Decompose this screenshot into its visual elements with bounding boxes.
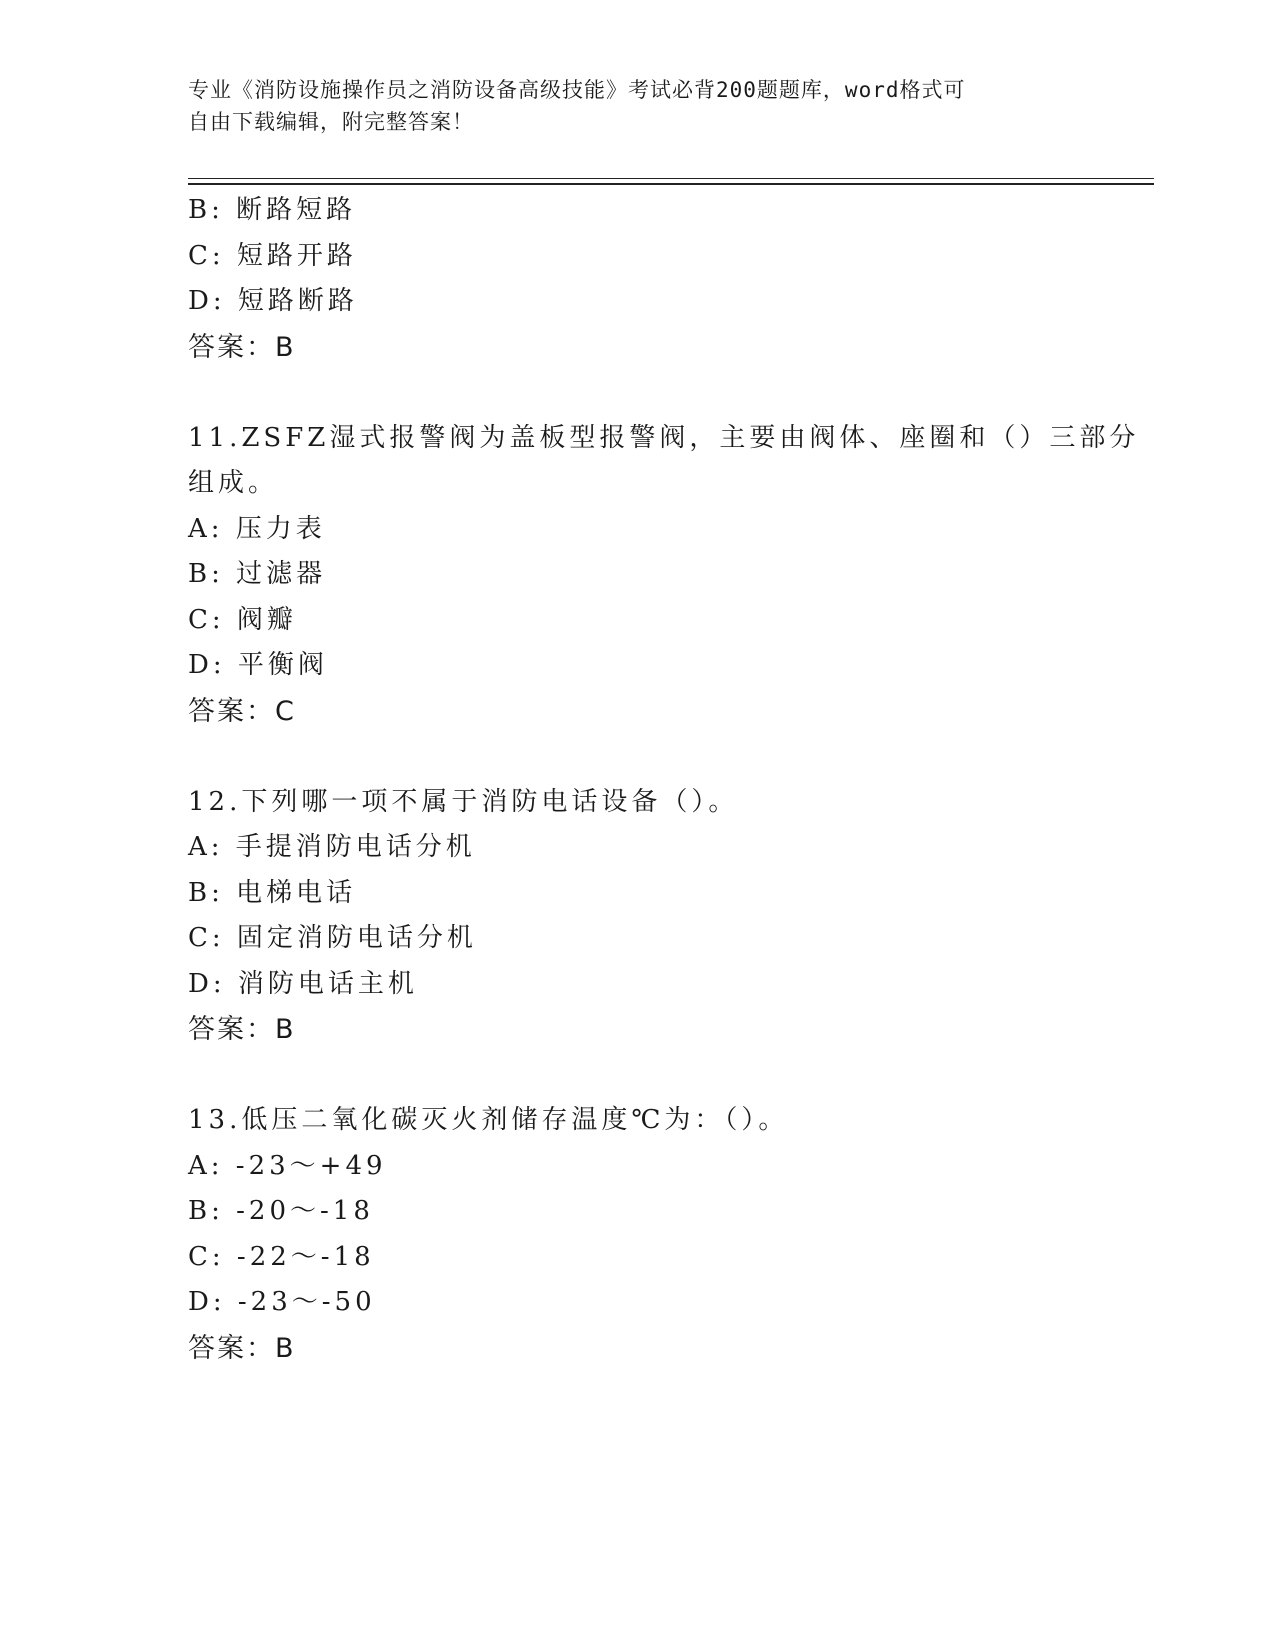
header-divider-thin	[188, 178, 1154, 179]
document-header	[188, 74, 1088, 138]
question-12	[188, 780, 1148, 1053]
answer-line: 答案：B	[188, 1332, 296, 1364]
header-divider-thick	[188, 183, 1154, 185]
option-a: A: -23～+49	[188, 1150, 387, 1181]
option-d: D: 短路断路	[188, 286, 358, 316]
option-b: B: 断路短路	[188, 195, 357, 225]
question-stem: 11.ZSFZ湿式报警阀为盖板型报警阀，主要由阀体、座圈和（）三部分	[188, 422, 1140, 453]
answer-line: 答案：C	[188, 695, 296, 727]
question-11	[188, 416, 1148, 735]
partial-question	[188, 188, 1148, 370]
option-d: D: -23～-50	[188, 1287, 376, 1317]
question-13	[188, 1098, 1148, 1371]
option-b: B: 电梯电话	[188, 877, 357, 908]
answer-line: 答案：B	[188, 331, 296, 363]
option-b: B: -20～-18	[188, 1196, 374, 1226]
option-b: B: 过滤器	[188, 559, 327, 589]
option-a: A: 手提消防电话分机	[188, 832, 476, 862]
option-c: C: 固定消防电话分机	[188, 923, 477, 953]
question-stem: 13.低压二氧化碳灭火剂储存温度℃为：（）。	[188, 1105, 789, 1135]
option-d: D: 消防电话主机	[188, 968, 418, 999]
answer-line: 答案：B	[188, 1014, 296, 1045]
option-c: C: -22～-18	[188, 1241, 375, 1272]
question-stem: 12.下列哪一项不属于消防电话设备（）。	[188, 786, 739, 817]
option-a: A: 压力表	[188, 513, 326, 544]
header-line-2: 自由下载编辑，附完整答案！	[188, 110, 474, 134]
option-c: C: 阀瓣	[188, 604, 297, 635]
question-stem-cont: 组成。	[188, 468, 279, 498]
question-list	[188, 188, 1148, 1371]
option-d: D: 平衡阀	[188, 650, 328, 680]
header-line-1: 专业《消防设施操作员之消防设备高级技能》考试必背200题题库，word格式可	[188, 78, 966, 102]
option-c: C: 短路开路	[188, 240, 357, 271]
